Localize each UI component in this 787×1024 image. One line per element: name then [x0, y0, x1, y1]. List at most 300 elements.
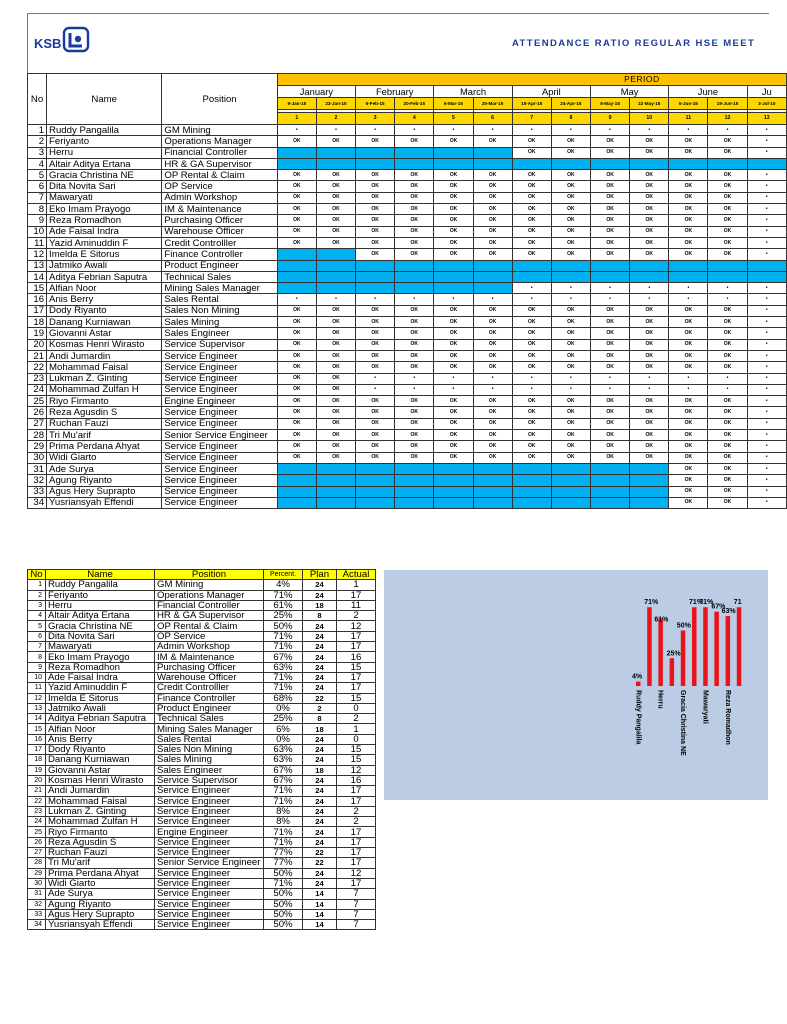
- employee-position: HR & GA Supervisor: [162, 158, 277, 169]
- attendance-cell-blank: [590, 463, 629, 474]
- planned-sessions: 24: [303, 786, 337, 796]
- summary-no-header: No: [28, 570, 46, 580]
- employee-position: Finance Controller: [162, 249, 277, 260]
- planned-sessions: 8: [303, 611, 337, 621]
- attendance-cell: OK: [590, 204, 629, 215]
- attendance-percent: 63%: [264, 745, 303, 755]
- attendance-cell: OK: [630, 181, 669, 192]
- actual-sessions: 17: [337, 878, 376, 888]
- table-row: [28, 441, 787, 452]
- chart-bar: [670, 658, 675, 686]
- attendance-cell-blank: [277, 147, 316, 158]
- row-number: 24: [28, 384, 47, 395]
- session-number: 3: [356, 113, 395, 125]
- attendance-cell-blank: [630, 463, 669, 474]
- attendance-cell: •: [356, 125, 395, 136]
- attendance-cell: OK: [434, 215, 473, 226]
- employee-name: Giovanni Astar: [46, 765, 155, 775]
- attendance-cell: OK: [356, 305, 395, 316]
- actual-sessions: 7: [337, 920, 376, 930]
- employee-name: Aditya Febrian Saputra: [46, 714, 155, 724]
- attendance-cell: OK: [669, 441, 708, 452]
- attendance-cell: •: [512, 294, 551, 305]
- planned-sessions: 24: [303, 734, 337, 744]
- row-number: 9: [28, 662, 46, 672]
- attendance-cell: OK: [708, 463, 747, 474]
- attendance-cell: OK: [434, 226, 473, 237]
- attendance-cell-blank: [395, 475, 434, 486]
- employee-name: Ruddy Pangalila: [47, 125, 162, 136]
- attendance-cell: OK: [277, 384, 316, 395]
- attendance-cell: OK: [708, 305, 747, 316]
- employee-position: Sales Non Mining: [162, 305, 277, 316]
- attendance-cell: OK: [669, 362, 708, 373]
- attendance-cell-blank: [395, 283, 434, 294]
- actual-sessions: 16: [337, 652, 376, 662]
- session-number: 1: [277, 113, 316, 125]
- attendance-cell: OK: [590, 441, 629, 452]
- category-label: Mawaryati: [701, 690, 709, 724]
- row-number: 31: [28, 463, 47, 474]
- table-row: [28, 765, 376, 775]
- planned-sessions: 24: [303, 745, 337, 755]
- employee-position: Service Engineer: [155, 920, 264, 930]
- row-number: 24: [28, 817, 46, 827]
- attendance-cell: OK: [473, 181, 512, 192]
- attendance-cell: OK: [277, 215, 316, 226]
- row-number: 13: [28, 703, 46, 713]
- date-header: 23-Jan-15: [316, 98, 355, 110]
- attendance-cell: OK: [316, 339, 355, 350]
- attendance-cell-blank: [316, 158, 355, 169]
- attendance-cell: OK: [434, 192, 473, 203]
- employee-name: Ade Faisal Indra: [46, 672, 155, 682]
- attendance-cell: OK: [630, 136, 669, 147]
- attendance-cell: •: [551, 283, 590, 294]
- employee-position: Sales Mining: [155, 755, 264, 765]
- summary-plan-header: Plan: [303, 570, 337, 580]
- attendance-cell: OK: [708, 249, 747, 260]
- table-row: [28, 868, 376, 878]
- planned-sessions: 24: [303, 683, 337, 693]
- attendance-cell: OK: [395, 136, 434, 147]
- attendance-cell: OK: [669, 497, 708, 508]
- actual-sessions: 12: [337, 868, 376, 878]
- attendance-cell: OK: [277, 328, 316, 339]
- table-row: [28, 755, 376, 765]
- employee-name: Feriyanto: [46, 590, 155, 600]
- attendance-percent: 67%: [264, 652, 303, 662]
- employee-position: IM & Maintenance: [162, 204, 277, 215]
- attendance-cell: OK: [590, 147, 629, 158]
- attendance-cell: •: [708, 384, 747, 395]
- employee-position: Service Engineer: [162, 407, 277, 418]
- attendance-cell: OK: [395, 441, 434, 452]
- employee-position: Warehouse Officer: [155, 672, 264, 682]
- attendance-cell: •: [434, 373, 473, 384]
- row-number: 28: [28, 858, 46, 868]
- employee-position: Service Engineer: [155, 786, 264, 796]
- chart-bar: [726, 616, 731, 686]
- employee-name: Reza Romadhon: [46, 662, 155, 672]
- table-row: [28, 714, 376, 724]
- attendance-cell: OK: [590, 237, 629, 248]
- attendance-cell: OK: [551, 136, 590, 147]
- attendance-cell-blank: [316, 486, 355, 497]
- attendance-cell: OK: [434, 237, 473, 248]
- attendance-cell: OK: [316, 226, 355, 237]
- attendance-cell: OK: [590, 192, 629, 203]
- attendance-cell: OK: [590, 350, 629, 361]
- row-number: 27: [28, 848, 46, 858]
- attendance-cell: •: [747, 294, 786, 305]
- attendance-cell: OK: [669, 181, 708, 192]
- employee-name: Reza Agusdin S: [47, 407, 162, 418]
- attendance-grid: [27, 73, 787, 509]
- row-number: 12: [28, 693, 46, 703]
- attendance-cell: OK: [708, 430, 747, 441]
- attendance-cell: OK: [512, 170, 551, 181]
- attendance-cell-blank: [551, 475, 590, 486]
- attendance-cell: •: [747, 215, 786, 226]
- attendance-cell: OK: [277, 136, 316, 147]
- attendance-cell: OK: [708, 350, 747, 361]
- employee-name: Mawaryati: [47, 192, 162, 203]
- month-header: June: [669, 86, 747, 98]
- attendance-cell-blank: [551, 260, 590, 271]
- summary-percent-header: Percent.: [264, 570, 303, 580]
- table-row: [28, 662, 376, 672]
- attendance-cell-blank: [551, 486, 590, 497]
- bar-value-label: 71%: [689, 599, 704, 607]
- attendance-cell: OK: [708, 204, 747, 215]
- attendance-cell: OK: [590, 170, 629, 181]
- employee-position: OP Service: [155, 631, 264, 641]
- employee-position: Sales Non Mining: [155, 745, 264, 755]
- employee-position: Service Engineer: [155, 848, 264, 858]
- employee-position: Service Engineer: [155, 837, 264, 847]
- employee-name: Giovanni Astar: [47, 328, 162, 339]
- attendance-percent: 71%: [264, 642, 303, 652]
- attendance-cell: OK: [669, 317, 708, 328]
- attendance-cell: •: [395, 384, 434, 395]
- employee-name: Tri Mu'arif: [46, 858, 155, 868]
- attendance-cell-blank: [277, 271, 316, 282]
- planned-sessions: 24: [303, 590, 337, 600]
- employee-name: Andi Jumardin: [46, 786, 155, 796]
- row-number: 26: [28, 837, 46, 847]
- attendance-cell: •: [473, 384, 512, 395]
- planned-sessions: 24: [303, 621, 337, 631]
- actual-sessions: 17: [337, 837, 376, 847]
- employee-position: GM Mining: [155, 580, 264, 590]
- attendance-cell: OK: [473, 350, 512, 361]
- row-number: 30: [28, 452, 47, 463]
- attendance-cell-blank: [512, 158, 551, 169]
- employee-name: Agus Hery Suprapto: [47, 486, 162, 497]
- planned-sessions: 14: [303, 889, 337, 899]
- actual-sessions: 15: [337, 662, 376, 672]
- attendance-cell-blank: [356, 260, 395, 271]
- attendance-cell-blank: [473, 486, 512, 497]
- attendance-percent: 50%: [264, 868, 303, 878]
- table-row: [28, 305, 787, 316]
- attendance-cell: OK: [356, 317, 395, 328]
- table-row: [28, 899, 376, 909]
- attendance-cell: OK: [277, 418, 316, 429]
- attendance-cell: OK: [551, 396, 590, 407]
- attendance-cell: •: [473, 125, 512, 136]
- attendance-cell: OK: [630, 215, 669, 226]
- row-number: 20: [28, 775, 46, 785]
- attendance-cell: •: [708, 283, 747, 294]
- attendance-cell-blank: [356, 497, 395, 508]
- attendance-cell: •: [747, 147, 786, 158]
- attendance-cell: •: [590, 373, 629, 384]
- row-number: 6: [28, 181, 47, 192]
- attendance-cell: OK: [277, 430, 316, 441]
- period-header: [277, 74, 786, 86]
- attendance-cell: OK: [316, 204, 355, 215]
- attendance-cell-blank: [277, 249, 316, 260]
- summary-actual-header: Actual: [337, 570, 376, 580]
- attendance-cell-blank: [473, 147, 512, 158]
- attendance-cell: OK: [277, 192, 316, 203]
- attendance-cell: •: [747, 192, 786, 203]
- attendance-cell-blank: [551, 463, 590, 474]
- month-header: January: [277, 86, 355, 98]
- attendance-cell: OK: [630, 441, 669, 452]
- attendance-cell: •: [395, 125, 434, 136]
- attendance-cell: •: [669, 373, 708, 384]
- attendance-cell: •: [747, 463, 786, 474]
- attendance-cell: OK: [316, 136, 355, 147]
- attendance-cell: OK: [630, 350, 669, 361]
- attendance-cell: •: [590, 294, 629, 305]
- employee-name: Dita Novita Sari: [46, 631, 155, 641]
- attendance-percent: 67%: [264, 765, 303, 775]
- table-row: [28, 734, 376, 744]
- attendance-cell-blank: [434, 260, 473, 271]
- attendance-cell: OK: [669, 237, 708, 248]
- attendance-cell: OK: [395, 204, 434, 215]
- attendance-cell-blank: [551, 497, 590, 508]
- attendance-cell-blank: [473, 463, 512, 474]
- attendance-cell-blank: [356, 158, 395, 169]
- employee-position: Service Engineer: [155, 889, 264, 899]
- planned-sessions: 24: [303, 755, 337, 765]
- attendance-cell: OK: [708, 339, 747, 350]
- employee-position: Service Engineer: [155, 878, 264, 888]
- attendance-percent: 6%: [264, 724, 303, 734]
- row-number: 2: [28, 136, 47, 147]
- attendance-cell-blank: [473, 497, 512, 508]
- attendance-cell: OK: [316, 384, 355, 395]
- employee-position: Product Engineer: [162, 260, 277, 271]
- attendance-cell: OK: [669, 339, 708, 350]
- attendance-cell: OK: [356, 181, 395, 192]
- attendance-cell: •: [708, 373, 747, 384]
- attendance-cell: •: [434, 384, 473, 395]
- attendance-cell: OK: [669, 328, 708, 339]
- attendance-cell: OK: [356, 192, 395, 203]
- attendance-cell: OK: [473, 317, 512, 328]
- attendance-cell: OK: [473, 430, 512, 441]
- attendance-percent: 71%: [264, 878, 303, 888]
- attendance-cell: OK: [669, 147, 708, 158]
- planned-sessions: 24: [303, 806, 337, 816]
- attendance-cell: OK: [356, 170, 395, 181]
- attendance-cell: •: [434, 125, 473, 136]
- employee-name: Gracia Christina NE: [47, 170, 162, 181]
- row-number: 27: [28, 418, 47, 429]
- attendance-percent: 77%: [264, 848, 303, 858]
- attendance-cell: OK: [590, 136, 629, 147]
- attendance-cell: •: [630, 125, 669, 136]
- table-row: [28, 878, 376, 888]
- document-title: ATTENDANCE RATIO REGULAR HSE MEET: [512, 38, 756, 49]
- actual-sessions: 17: [337, 827, 376, 837]
- row-number: 31: [28, 889, 46, 899]
- actual-sessions: 17: [337, 796, 376, 806]
- attendance-cell-blank: [434, 463, 473, 474]
- attendance-cell-blank: [708, 271, 747, 282]
- employee-name: Jatmiko Awali: [47, 260, 162, 271]
- employee-position: Service Engineer: [162, 463, 277, 474]
- attendance-cell: OK: [708, 475, 747, 486]
- row-number: 8: [28, 652, 46, 662]
- attendance-cell: OK: [551, 192, 590, 203]
- attendance-percent: 71%: [264, 683, 303, 693]
- row-number: 11: [28, 683, 46, 693]
- month-header: May: [590, 86, 668, 98]
- date-header: 20-Mar-15: [473, 98, 512, 110]
- employee-name: Reza Romadhon: [47, 215, 162, 226]
- row-number: 16: [28, 734, 46, 744]
- attendance-percent: 71%: [264, 837, 303, 847]
- attendance-cell: OK: [395, 249, 434, 260]
- row-number: 23: [28, 373, 47, 384]
- attendance-cell: OK: [708, 215, 747, 226]
- attendance-cell: OK: [590, 430, 629, 441]
- attendance-cell: OK: [395, 339, 434, 350]
- bar-value-label: 71: [733, 599, 742, 607]
- attendance-cell: OK: [512, 339, 551, 350]
- attendance-cell-blank: [356, 486, 395, 497]
- row-number: 10: [28, 226, 47, 237]
- attendance-cell: OK: [356, 350, 395, 361]
- attendance-cell-blank: [630, 158, 669, 169]
- employee-name: Feriyanto: [47, 136, 162, 147]
- attendance-cell-blank: [395, 486, 434, 497]
- attendance-cell: OK: [473, 305, 512, 316]
- row-number: 29: [28, 868, 46, 878]
- bar-value-label: 63%: [721, 608, 736, 616]
- attendance-cell: OK: [708, 452, 747, 463]
- employee-name: Reza Agusdin S: [46, 837, 155, 847]
- employee-name: Mohammad Zulfan H: [47, 384, 162, 395]
- session-number: 4: [395, 113, 434, 125]
- attendance-cell: OK: [512, 350, 551, 361]
- employee-name: Mohammad Zulfan H: [46, 817, 155, 827]
- table-row: [28, 260, 787, 271]
- employee-name: Danang Kurniawan: [47, 317, 162, 328]
- table-row: [28, 497, 787, 508]
- attendance-cell: OK: [590, 181, 629, 192]
- table-row: [28, 158, 787, 169]
- table-row: [28, 283, 787, 294]
- attendance-cell: OK: [512, 215, 551, 226]
- table-row: [28, 600, 376, 610]
- row-number: 10: [28, 672, 46, 682]
- table-row: [28, 590, 376, 600]
- attendance-cell-blank: [395, 497, 434, 508]
- planned-sessions: 24: [303, 827, 337, 837]
- actual-sessions: 0: [337, 734, 376, 744]
- actual-sessions: 17: [337, 683, 376, 693]
- attendance-cell-blank: [434, 497, 473, 508]
- attendance-cell: OK: [630, 226, 669, 237]
- attendance-cell: OK: [630, 192, 669, 203]
- attendance-cell: •: [277, 294, 316, 305]
- attendance-cell-blank: [512, 271, 551, 282]
- employee-name: Jatmiko Awali: [46, 703, 155, 713]
- attendance-cell: OK: [356, 215, 395, 226]
- planned-sessions: 8: [303, 714, 337, 724]
- attendance-cell: OK: [316, 317, 355, 328]
- table-row: [28, 920, 376, 930]
- summary-name-header: Name: [46, 570, 155, 580]
- attendance-cell: OK: [277, 170, 316, 181]
- attendance-cell: OK: [395, 328, 434, 339]
- employee-position: Service Supervisor: [162, 339, 277, 350]
- attendance-percent: 71%: [264, 796, 303, 806]
- attendance-cell: OK: [473, 192, 512, 203]
- employee-position: Service Engineer: [162, 486, 277, 497]
- col-no-header: No: [28, 74, 47, 125]
- attendance-cell-blank: [512, 497, 551, 508]
- actual-sessions: 17: [337, 590, 376, 600]
- month-header: February: [356, 86, 434, 98]
- month-header: April: [512, 86, 590, 98]
- attendance-cell: OK: [434, 418, 473, 429]
- attendance-cell: OK: [630, 204, 669, 215]
- table-row: [28, 827, 376, 837]
- attendance-percent: 71%: [264, 590, 303, 600]
- attendance-cell: OK: [669, 204, 708, 215]
- actual-sessions: 2: [337, 611, 376, 621]
- attendance-cell-blank: [590, 486, 629, 497]
- attendance-chart-svg: [384, 570, 768, 800]
- attendance-cell: OK: [551, 452, 590, 463]
- attendance-cell-blank: [590, 475, 629, 486]
- employee-position: Credit Controlller: [162, 237, 277, 248]
- attendance-cell: •: [316, 125, 355, 136]
- attendance-cell: •: [630, 283, 669, 294]
- attendance-cell: OK: [316, 215, 355, 226]
- attendance-cell: OK: [630, 396, 669, 407]
- attendance-cell: •: [708, 294, 747, 305]
- table-row: [28, 215, 787, 226]
- attendance-cell: OK: [356, 204, 395, 215]
- attendance-cell: OK: [395, 305, 434, 316]
- attendance-cell-blank: [395, 463, 434, 474]
- attendance-cell: OK: [277, 181, 316, 192]
- table-row: [28, 745, 376, 755]
- attendance-cell: •: [316, 294, 355, 305]
- attendance-cell: •: [747, 475, 786, 486]
- attendance-cell-blank: [434, 283, 473, 294]
